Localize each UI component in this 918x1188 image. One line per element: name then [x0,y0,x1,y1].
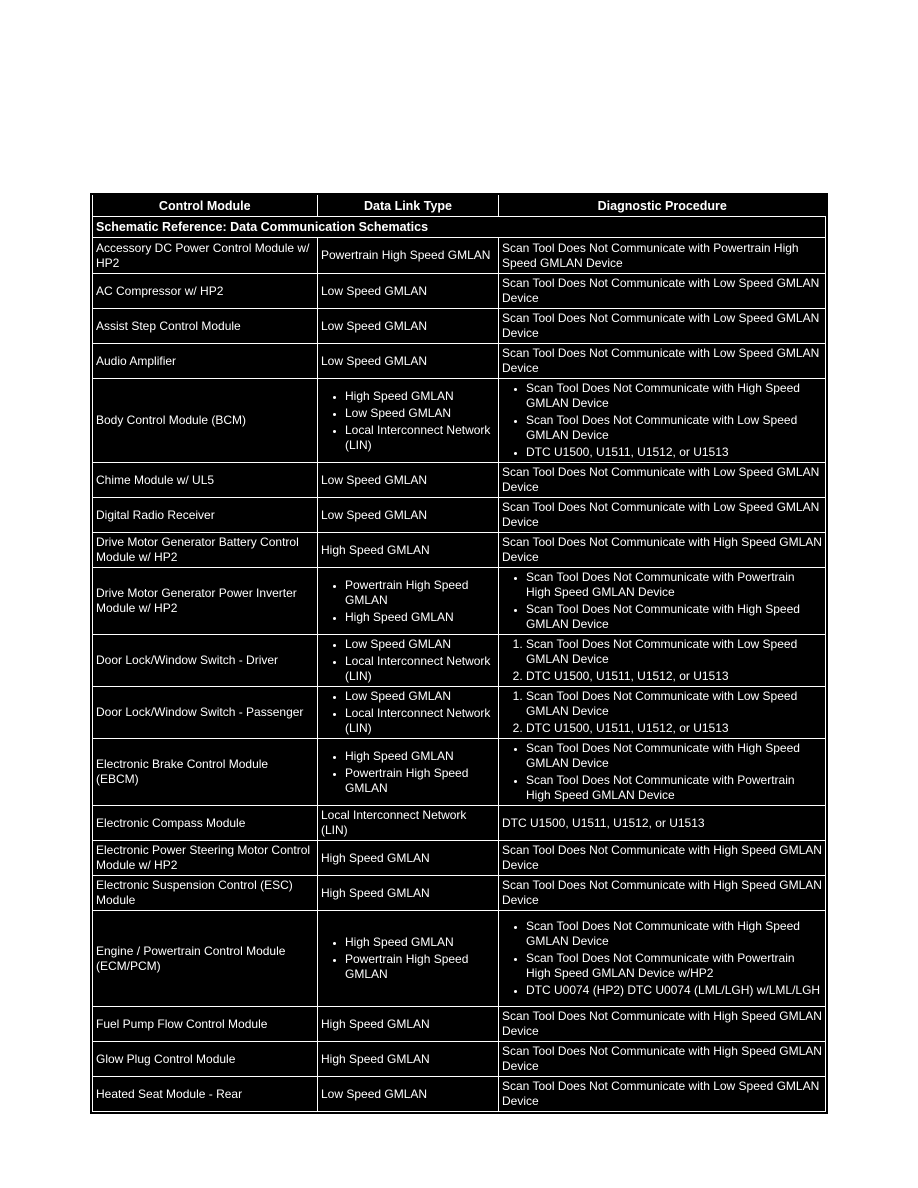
cell-data-link-type: High Speed GMLAN [318,1007,499,1042]
table-row [93,498,826,533]
table-row [93,1042,826,1077]
cell-data-link-type [318,568,499,635]
cell-control-module: Accessory DC Power Control Module w/ HP2 [93,238,318,274]
cell-diagnostic-procedure: DTC U1500, U1511, U1512, or U1513 [499,806,826,841]
header-control-module: Control Module [93,195,318,217]
procedure-list [502,688,822,737]
table-row [93,806,826,841]
cell-data-link-type: Low Speed GMLAN [318,463,499,498]
cell-control-module: Electronic Compass Module [93,806,318,841]
cell-data-link-type: High Speed GMLAN [318,533,499,568]
cell-data-link-type: Low Speed GMLAN [318,498,499,533]
header-data-link-type: Data Link Type [318,195,499,217]
list-item: • Scan Tool Does Not Communicate with Powertrain High Speed GMLAN Device [526,772,822,804]
cell-data-link-type [318,379,499,463]
cell-diagnostic-procedure: Scan Tool Does Not Communicate with High Speed GMLAN Device [499,1007,826,1042]
section-row [93,217,826,238]
cell-diagnostic-procedure [499,568,826,635]
list-item: • Local Interconnect Network (LIN) [345,705,495,737]
list-item: • Scan Tool Does Not Communicate with Powertrain High Speed GMLAN Device [526,569,822,601]
procedure-list [502,918,822,999]
cell-control-module: Electronic Brake Control Module (EBCM) [93,739,318,806]
data-link-table-container [90,193,828,1114]
cell-data-link-type: Low Speed GMLAN [318,309,499,344]
cell-data-link-type: Low Speed GMLAN [318,344,499,379]
table-row [93,463,826,498]
table-row [93,635,826,687]
table-row [93,739,826,806]
cell-data-link-type [318,739,499,806]
list-item: • High Speed GMLAN [345,934,495,951]
cell-diagnostic-procedure: Scan Tool Does Not Communicate with Low Speed GMLAN Device [499,498,826,533]
cell-control-module: Fuel Pump Flow Control Module [93,1007,318,1042]
list-item: • Low Speed GMLAN [345,688,495,705]
table-body [93,217,826,1112]
cell-diagnostic-procedure: Scan Tool Does Not Communicate with Low Speed GMLAN Device [499,463,826,498]
cell-data-link-type: Low Speed GMLAN [318,1077,499,1112]
table-row [93,1007,826,1042]
data-link-list [321,388,495,454]
cell-control-module: Chime Module w/ UL5 [93,463,318,498]
procedure-list [502,636,822,685]
list-item: • DTC U1500, U1511, U1512, or U1513 [526,444,822,461]
list-item: • High Speed GMLAN [345,609,495,626]
cell-diagnostic-procedure: Scan Tool Does Not Communicate with Low Speed GMLAN Device [499,309,826,344]
list-item: • Low Speed GMLAN [345,405,495,422]
cell-control-module: Drive Motor Generator Power Inverter Module w/ HP2 [93,568,318,635]
cell-control-module: Digital Radio Receiver [93,498,318,533]
list-item: • Scan Tool Does Not Communicate with Low Speed GMLAN Device [526,412,822,444]
cell-control-module: AC Compressor w/ HP2 [93,274,318,309]
cell-control-module: Glow Plug Control Module [93,1042,318,1077]
list-item: 1. Scan Tool Does Not Communicate with Low Speed GMLAN Device [526,688,822,720]
cell-diagnostic-procedure [499,379,826,463]
section-label: Schematic Reference: Data Communication Schematics [93,217,826,238]
list-item: • Low Speed GMLAN [345,636,495,653]
data-link-list [321,748,495,797]
list-item: • High Speed GMLAN [345,388,495,405]
list-item: • Powertrain High Speed GMLAN [345,765,495,797]
cell-control-module: Assist Step Control Module [93,309,318,344]
cell-diagnostic-procedure: Scan Tool Does Not Communicate with Low Speed GMLAN Device [499,1077,826,1112]
data-link-list [321,577,495,626]
cell-data-link-type: High Speed GMLAN [318,1042,499,1077]
list-item: • Scan Tool Does Not Communicate with High Speed GMLAN Device [526,740,822,772]
cell-control-module: Body Control Module (BCM) [93,379,318,463]
list-item: • Local Interconnect Network (LIN) [345,653,495,685]
list-item: • Scan Tool Does Not Communicate with High Speed GMLAN Device [526,918,822,950]
table-row [93,379,826,463]
table-row [93,911,826,1007]
cell-diagnostic-procedure: Scan Tool Does Not Communicate with High Speed GMLAN Device [499,876,826,911]
cell-data-link-type: High Speed GMLAN [318,876,499,911]
cell-diagnostic-procedure: Scan Tool Does Not Communicate with Low Speed GMLAN Device [499,344,826,379]
data-link-list [321,934,495,983]
table-row [93,568,826,635]
cell-control-module: Door Lock/Window Switch - Passenger [93,687,318,739]
cell-diagnostic-procedure [499,739,826,806]
list-item: • Powertrain High Speed GMLAN [345,951,495,983]
list-item: • Local Interconnect Network (LIN) [345,422,495,454]
cell-diagnostic-procedure: Scan Tool Does Not Communicate with High Speed GMLAN Device [499,533,826,568]
cell-control-module: Heated Seat Module - Rear [93,1077,318,1112]
procedure-list [502,569,822,633]
list-item: • High Speed GMLAN [345,748,495,765]
list-item: • Scan Tool Does Not Communicate with Powertrain High Speed GMLAN Device w/HP2 [526,950,822,982]
data-link-list [321,636,495,685]
cell-control-module: Engine / Powertrain Control Module (ECM/PCM) [93,911,318,1007]
cell-data-link-type: Local Interconnect Network (LIN) [318,806,499,841]
cell-diagnostic-procedure [499,687,826,739]
list-item: • Scan Tool Does Not Communicate with High Speed GMLAN Device [526,380,822,412]
procedure-list [502,740,822,804]
table-row [93,1077,826,1112]
list-item: 1. Scan Tool Does Not Communicate with Low Speed GMLAN Device [526,636,822,668]
cell-control-module: Electronic Power Steering Motor Control Module w/ HP2 [93,841,318,876]
table-row [93,687,826,739]
table-row [93,533,826,568]
cell-control-module: Audio Amplifier [93,344,318,379]
list-item: • Scan Tool Does Not Communicate with High Speed GMLAN Device [526,601,822,633]
table-row [93,344,826,379]
cell-control-module: Door Lock/Window Switch - Driver [93,635,318,687]
cell-diagnostic-procedure: Scan Tool Does Not Communicate with High Speed GMLAN Device [499,1042,826,1077]
cell-diagnostic-procedure: Scan Tool Does Not Communicate with Powertrain High Speed GMLAN Device [499,238,826,274]
table-row [93,309,826,344]
cell-diagnostic-procedure: Scan Tool Does Not Communicate with High Speed GMLAN Device [499,841,826,876]
cell-data-link-type: Powertrain High Speed GMLAN [318,238,499,274]
cell-data-link-type [318,687,499,739]
list-item: 2. DTC U1500, U1511, U1512, or U1513 [526,668,822,685]
header-diagnostic-procedure: Diagnostic Procedure [499,195,826,217]
list-item: • Powertrain High Speed GMLAN [345,577,495,609]
cell-data-link-type: High Speed GMLAN [318,841,499,876]
table-row [93,274,826,309]
cell-control-module: Drive Motor Generator Battery Control Module w/ HP2 [93,533,318,568]
cell-diagnostic-procedure: Scan Tool Does Not Communicate with Low Speed GMLAN Device [499,274,826,309]
table-row [93,841,826,876]
table-row [93,238,826,274]
cell-diagnostic-procedure [499,635,826,687]
cell-control-module: Electronic Suspension Control (ESC) Module [93,876,318,911]
data-link-table [92,195,826,1112]
procedure-list [502,380,822,461]
data-link-list [321,688,495,737]
cell-data-link-type: Low Speed GMLAN [318,274,499,309]
table-header-row [93,195,826,217]
cell-data-link-type [318,911,499,1007]
list-item: • DTC U0074 (HP2) DTC U0074 (LML/LGH) w/LML/LGH [526,982,822,999]
list-item: 2. DTC U1500, U1511, U1512, or U1513 [526,720,822,737]
table-row [93,876,826,911]
cell-data-link-type [318,635,499,687]
cell-diagnostic-procedure [499,911,826,1007]
